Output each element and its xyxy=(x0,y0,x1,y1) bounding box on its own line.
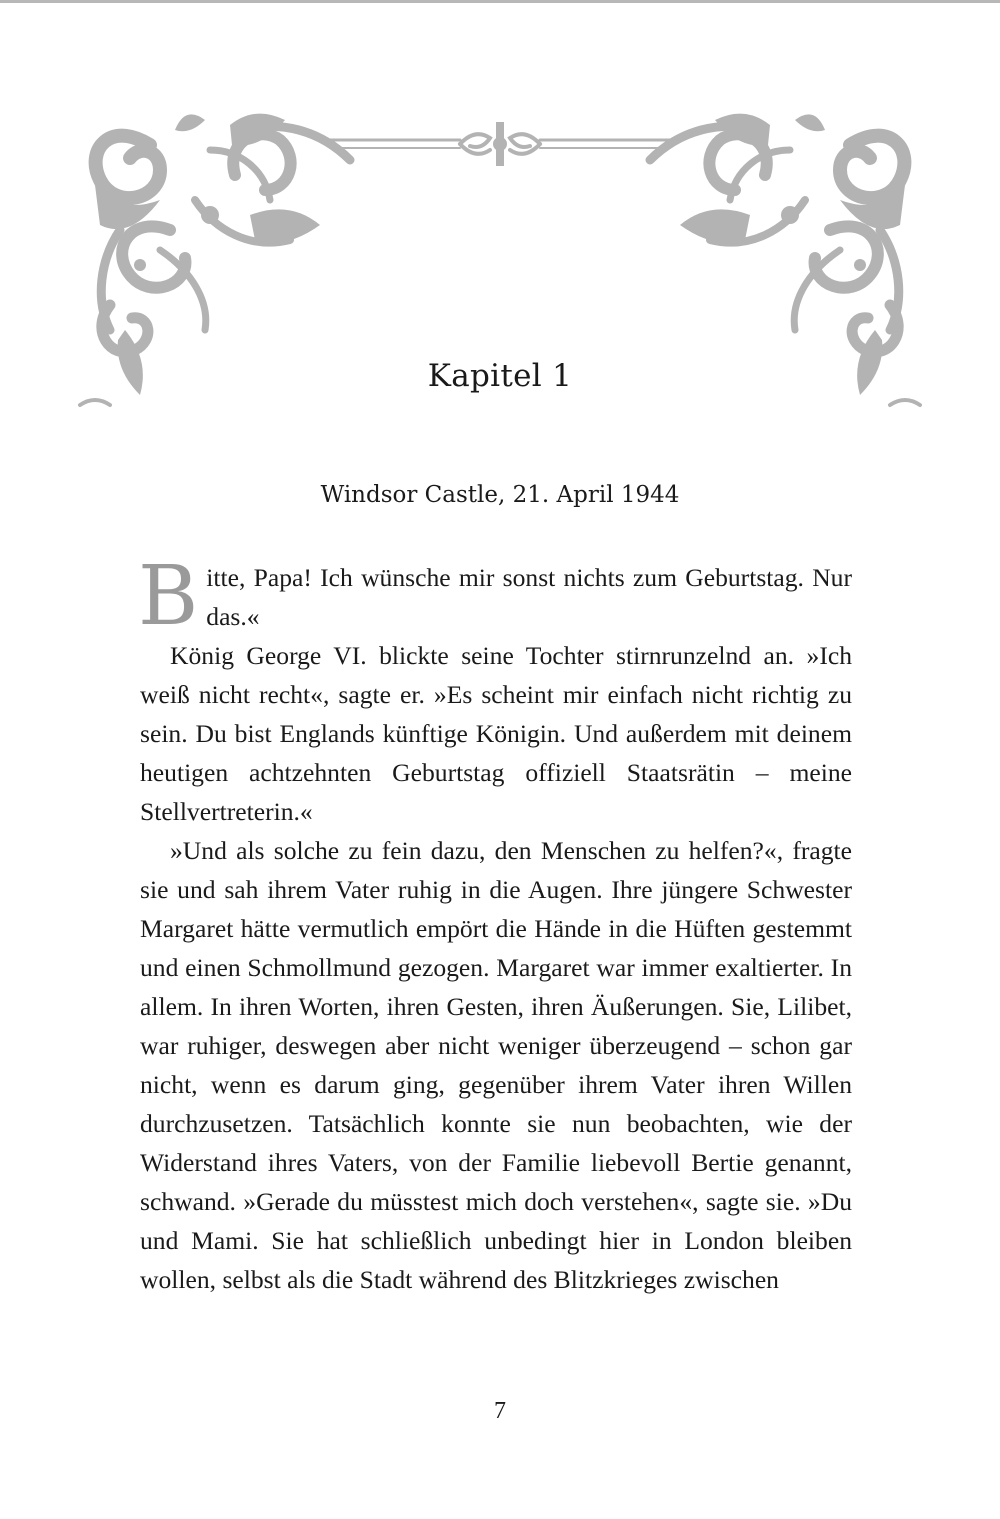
chapter-body-text xyxy=(138,549,852,1299)
paragraph-3: »Und als solche zu fein dazu, den Menschen zu helfen?«, fragte sie und sah ihrem Vater ruhig in die Augen. Ihre jüngere Schwester Margaret hätte vermutlich empört die Hände in die Hüften gestemmt und einen Schmollmund gezogen. Margaret war immer exaltierter. In allem. In ihren Worten, ihren Gesten, ihren Äußerungen. Sie, Lilibet, war ruhiger, deswegen aber nicht weniger überzeugend – schon gar nicht, wenn es darum ging, gegenüber ihrem Vater ihren Willen durchzusetzen. Tatsächlich konnte sie nun beobachten, wie der Widerstand ihres Vaters, von der Familie liebevoll Bertie genannt, schwand. »Gerade du müsstest mich doch verstehen«, sagte sie. »Du und Mami. Sie hat schließlich unbedingt hier in London bleiben wollen, selbst als die Stadt während des Blitzkrieges zwischen xyxy=(140,836,852,1294)
paragraph-1-text: itte, Papa! Ich wünsche mir sonst nichts zum Geburtstag. Nur das.« xyxy=(206,563,852,631)
chapter-location-date: Windsor Castle, 21. April 1944 xyxy=(320,482,680,508)
paragraph-2: König George VI. blickte seine Tochter stirnrunzelnd an. »Ich weiß nicht recht«, sagte er. »Es scheint mir einfach nicht richtig zu sein. Du bist Englands künftige Königin. Und außerdem mit deinem heutigen achtzehnten Geburtstag offiziell Staatsrätin – meine Stellvertreterin.« xyxy=(140,641,852,826)
page-number: 7 xyxy=(494,1398,506,1424)
paragraph-1 xyxy=(138,549,852,644)
drop-cap: B xyxy=(138,549,199,644)
chapter-title: Kapitel 1 xyxy=(427,358,573,394)
